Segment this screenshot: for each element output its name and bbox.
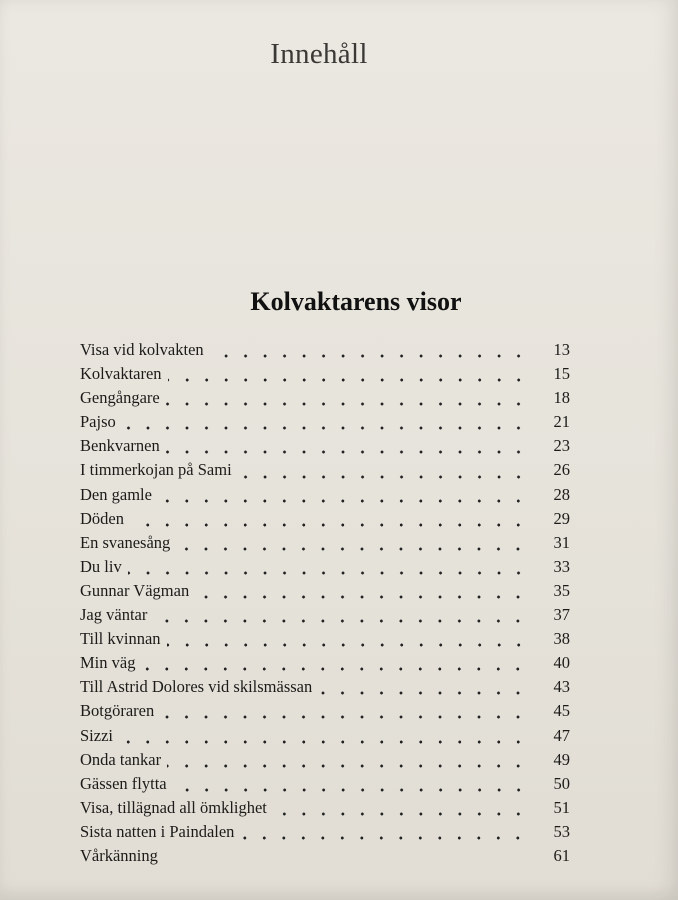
toc-entry: [80, 653, 570, 677]
toc-entry-page: 51: [553, 797, 570, 817]
toc-entry: [80, 485, 570, 509]
toc-entry: [80, 364, 570, 388]
toc-entry-title: Benkvarnen: [80, 436, 160, 456]
toc-leader-dots: [318, 691, 528, 695]
table-of-contents: [80, 340, 570, 870]
toc-entry: [80, 701, 570, 725]
toc-entry: [80, 509, 570, 533]
toc-entry-page: 18: [553, 388, 570, 408]
toc-leader-dots: [173, 788, 528, 792]
toc-entry-page: 33: [553, 556, 570, 576]
page-title: Innehåll: [270, 38, 368, 70]
toc-entry: [80, 822, 570, 846]
toc-entry-page: 45: [553, 701, 570, 721]
toc-leader-dots: [167, 764, 528, 768]
toc-entry-title: Onda tankar: [80, 749, 162, 769]
toc-entry-title: Gengångare: [80, 388, 160, 408]
toc-entry-page: 26: [553, 460, 570, 480]
toc-leader-dots: [141, 667, 528, 671]
toc-leader-dots: [238, 475, 528, 479]
toc-entry: [80, 798, 570, 822]
toc-entry: [80, 774, 570, 798]
toc-leader-dots: [210, 354, 528, 358]
toc-entry-page: 49: [553, 749, 570, 769]
toc-leader-dots: [273, 812, 528, 816]
toc-leader-dots: [153, 619, 528, 623]
toc-entry-title: Pajso: [80, 412, 116, 432]
toc-entry-page: 28: [553, 484, 570, 504]
toc-entry-title: En svanesång: [80, 532, 171, 552]
toc-entry: [80, 460, 570, 484]
toc-entry-page: 47: [553, 725, 570, 745]
section-title: Kolvaktarens visor: [250, 287, 462, 316]
toc-entry-title: Till kvinnan: [80, 629, 161, 649]
toc-entry-page: 15: [553, 364, 570, 384]
toc-entry: [80, 581, 570, 605]
toc-entry-title: Gässen flytta: [80, 773, 167, 793]
toc-entry-page: 61: [553, 845, 570, 865]
toc-entry-page: 13: [553, 340, 570, 359]
toc-leader-dots: [240, 836, 528, 840]
toc-entry-title: Vårkänning: [80, 845, 158, 865]
toc-entry-title: I timmerkojan på Sami: [80, 460, 232, 480]
toc-entry: [80, 436, 570, 460]
toc-leader-dots: [128, 571, 528, 575]
toc-entry: [80, 605, 570, 629]
toc-leader-dots: [167, 643, 528, 647]
toc-entry-page: 43: [553, 677, 570, 697]
toc-leader-dots: [160, 715, 528, 719]
toc-entry-page: 21: [553, 412, 570, 432]
toc-entry-title: Visa, tillägnad all ömklighet: [80, 797, 267, 817]
toc-entry: [80, 412, 570, 436]
toc-entry-title: Kolvaktaren: [80, 364, 162, 384]
toc-entry: [80, 340, 570, 364]
toc-entry: [80, 677, 570, 701]
toc-entry-title: Döden: [80, 508, 124, 528]
toc-entry-page: 29: [553, 508, 570, 528]
toc-entry-title: Den gamle: [80, 484, 152, 504]
toc-entry-title: Gunnar Vägman: [80, 580, 190, 600]
toc-entry-page: 31: [553, 532, 570, 552]
toc-entry-title: Min väg: [80, 653, 136, 673]
toc-leader-dots: [158, 499, 528, 503]
toc-entry-title: Jag väntar: [80, 605, 148, 625]
toc-entry-title: Visa vid kolvakten: [80, 340, 204, 359]
toc-entry: [80, 557, 570, 581]
toc-entry: [80, 388, 570, 412]
toc-entry-page: 23: [553, 436, 570, 456]
toc-entry-page: 37: [553, 605, 570, 625]
toc-leader-dots: [119, 740, 528, 744]
toc-entry-page: 53: [553, 821, 570, 841]
toc-entry: [80, 846, 570, 870]
toc-leader-dots: [176, 547, 528, 551]
toc-entry: [80, 629, 570, 653]
toc-entry-title: Till Astrid Dolores vid skilsmässan: [80, 677, 313, 697]
toc-entry-page: 35: [553, 580, 570, 600]
toc-entry: [80, 750, 570, 774]
toc-leader-dots: [164, 860, 528, 864]
toc-entry-page: 50: [553, 773, 570, 793]
toc-entry: [80, 726, 570, 750]
toc-entry-page: 40: [553, 653, 570, 673]
toc-entry: [80, 533, 570, 557]
toc-leader-dots: [130, 523, 528, 527]
toc-entry-page: 38: [553, 629, 570, 649]
toc-leader-dots: [166, 450, 528, 454]
toc-entry-title: Sista natten i Paindalen: [80, 821, 235, 841]
toc-leader-dots: [168, 378, 528, 382]
toc-entry-title: Du liv: [80, 556, 122, 576]
toc-entry-title: Sizzi: [80, 725, 113, 745]
toc-leader-dots: [195, 595, 528, 599]
toc-entry-title: Botgöraren: [80, 701, 155, 721]
toc-leader-dots: [166, 402, 528, 406]
toc-leader-dots: [122, 426, 528, 430]
